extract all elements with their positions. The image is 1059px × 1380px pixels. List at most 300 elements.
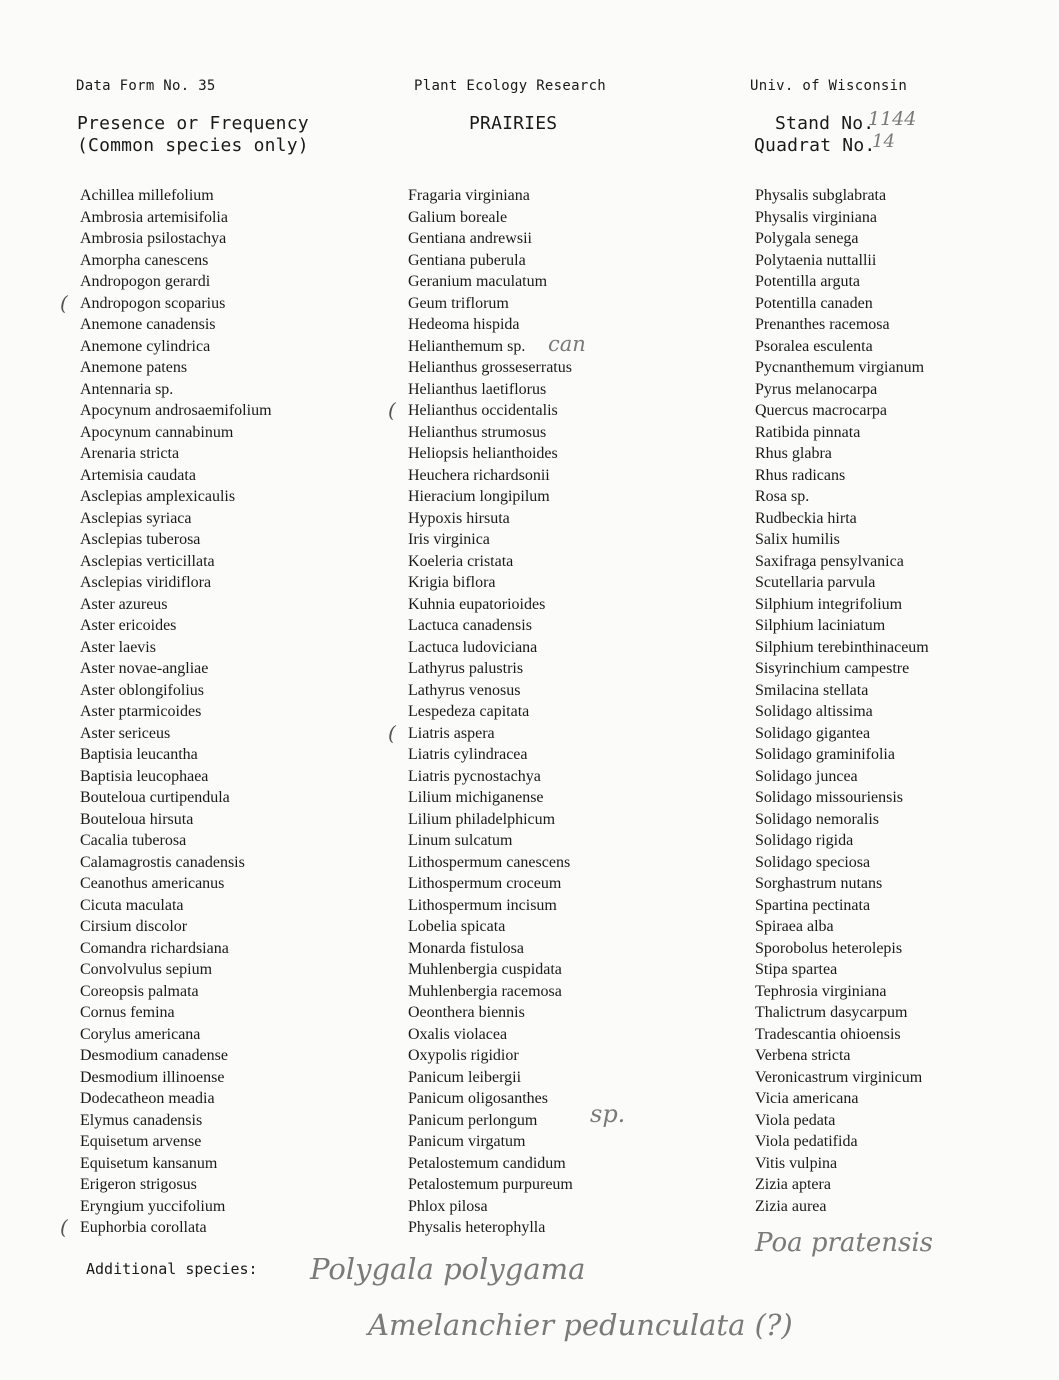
species-name: Salix humilis bbox=[755, 531, 840, 548]
species-item bbox=[80, 809, 272, 831]
species-item bbox=[80, 1045, 272, 1067]
species-name: Aster ericoides bbox=[80, 617, 177, 634]
additional-species-label: Additional species: bbox=[86, 1260, 258, 1278]
species-name: Anemone patens bbox=[80, 359, 188, 376]
species-name: Gentiana andrewsii bbox=[408, 230, 532, 247]
species-item bbox=[408, 422, 573, 444]
species-item bbox=[80, 572, 272, 594]
species-item bbox=[80, 422, 272, 444]
species-name: Sporobolus heterolepis bbox=[755, 939, 903, 957]
species-name: Liatris aspera bbox=[408, 724, 495, 742]
species-name: Asclepias verticillata bbox=[80, 552, 215, 570]
species-name: Rhus radicans bbox=[755, 466, 846, 484]
species-item bbox=[408, 787, 573, 809]
species-item bbox=[408, 185, 573, 207]
species-item bbox=[80, 400, 272, 422]
species-item bbox=[60, 290, 272, 315]
species-item bbox=[80, 1067, 272, 1089]
species-name: Liatris cylindracea bbox=[408, 746, 528, 763]
species-name: Baptisia leucophaea bbox=[80, 767, 209, 785]
species-item bbox=[408, 465, 573, 487]
species-item bbox=[408, 443, 573, 465]
species-item bbox=[755, 1045, 929, 1067]
species-item bbox=[408, 615, 573, 637]
species-item bbox=[80, 594, 272, 616]
species-item bbox=[80, 443, 272, 465]
species-item bbox=[408, 228, 573, 250]
species-item bbox=[755, 508, 929, 530]
species-name: Solidago graminifolia bbox=[755, 746, 895, 763]
species-item bbox=[80, 529, 272, 551]
species-name: Krigia biflora bbox=[408, 574, 496, 591]
species-item bbox=[80, 1002, 272, 1024]
species-item bbox=[755, 379, 929, 401]
species-name: Desmodium canadense bbox=[80, 1047, 228, 1064]
species-item bbox=[80, 1174, 272, 1196]
species-item bbox=[408, 594, 573, 616]
species-item bbox=[80, 766, 272, 788]
species-name: Desmodium illinoense bbox=[80, 1068, 225, 1086]
species-item bbox=[80, 508, 272, 530]
species-name: Lithospermum incisum bbox=[408, 896, 557, 914]
species-name: Liatris pycnostachya bbox=[408, 767, 541, 785]
species-name: Lactuca ludoviciana bbox=[408, 638, 538, 656]
species-item bbox=[408, 1174, 573, 1196]
species-item bbox=[80, 207, 272, 229]
species-name: Lobelia spicata bbox=[408, 918, 506, 935]
species-item bbox=[408, 895, 573, 917]
species-name: Oxalis violacea bbox=[408, 1025, 508, 1043]
species-name: Helianthus occidentalis bbox=[408, 402, 558, 419]
species-item bbox=[408, 357, 573, 379]
species-name: Lithospermum canescens bbox=[408, 853, 571, 871]
species-item bbox=[755, 1088, 929, 1110]
species-name: Panicum leibergii bbox=[408, 1068, 522, 1086]
species-item bbox=[80, 1131, 272, 1153]
species-name: Helianthus laetiflorus bbox=[408, 380, 547, 398]
species-name: Tephrosia virginiana bbox=[755, 982, 887, 1000]
species-name: Stipa spartea bbox=[755, 961, 838, 978]
handwritten-note-helianthemum: can bbox=[548, 332, 586, 356]
species-item bbox=[80, 551, 272, 573]
species-item bbox=[408, 1196, 573, 1218]
species-item bbox=[755, 1110, 929, 1132]
species-name: Hedeoma hispida bbox=[408, 316, 520, 333]
species-name: Potentilla arguta bbox=[755, 273, 861, 290]
species-name: Rhus glabra bbox=[755, 445, 832, 462]
species-name: Lilium michiganense bbox=[408, 789, 544, 806]
section-title: PRAIRIES bbox=[469, 113, 558, 134]
species-name: Spiraea alba bbox=[755, 918, 834, 935]
species-item bbox=[755, 1024, 929, 1046]
species-name: Corylus americana bbox=[80, 1025, 201, 1043]
species-name: Iris virginica bbox=[408, 531, 490, 548]
species-name: Achillea millefolium bbox=[80, 187, 214, 204]
species-name: Lathyrus palustris bbox=[408, 660, 524, 677]
species-item bbox=[755, 615, 929, 637]
species-name: Solidago juncea bbox=[755, 767, 858, 785]
species-name: Aster sericeus bbox=[80, 724, 171, 742]
species-item bbox=[80, 314, 272, 336]
species-name: Ceanothus americanus bbox=[80, 875, 225, 892]
species-name: Lactuca canadensis bbox=[408, 617, 532, 634]
species-column-3 bbox=[755, 185, 929, 1217]
species-name: Hypoxis hirsuta bbox=[408, 509, 510, 527]
species-name: Zizia aptera bbox=[755, 1176, 831, 1193]
species-name: Artemisia caudata bbox=[80, 466, 196, 484]
handwritten-note-panicum: sp. bbox=[590, 1100, 626, 1128]
species-name: Fragaria virginiana bbox=[408, 187, 530, 204]
species-name: Apocynum androsaemifolium bbox=[80, 402, 272, 419]
species-name: Thalictrum dasycarpum bbox=[755, 1004, 908, 1021]
species-item bbox=[755, 1002, 929, 1024]
species-name: Helianthus strumosus bbox=[408, 423, 547, 441]
species-item bbox=[80, 185, 272, 207]
species-item bbox=[80, 701, 272, 723]
species-name: Scutellaria parvula bbox=[755, 574, 876, 591]
species-name: Polygala senega bbox=[755, 230, 859, 247]
species-name: Andropogon scoparius bbox=[80, 294, 226, 312]
species-item bbox=[755, 938, 929, 960]
species-name: Antennaria sp. bbox=[80, 380, 174, 398]
species-name: Vicia americana bbox=[755, 1090, 859, 1107]
species-item bbox=[80, 228, 272, 250]
species-item bbox=[755, 637, 929, 659]
species-name: Prenanthes racemosa bbox=[755, 316, 890, 333]
species-name: Silphium terebinthinaceum bbox=[755, 638, 929, 656]
species-item bbox=[408, 1067, 573, 1089]
form-title-line2: (Common species only) bbox=[77, 135, 309, 156]
species-item bbox=[755, 422, 929, 444]
species-item bbox=[755, 1174, 929, 1196]
species-name: Heliopsis helianthoides bbox=[408, 445, 558, 462]
species-item bbox=[80, 615, 272, 637]
species-item bbox=[388, 398, 573, 422]
check-mark-icon: ( bbox=[60, 1215, 68, 1239]
form-title-line1: Presence or Frequency bbox=[77, 113, 309, 134]
species-name: Aster oblongifolius bbox=[80, 681, 204, 699]
species-item bbox=[408, 379, 573, 401]
species-item bbox=[755, 809, 929, 831]
species-item bbox=[80, 250, 272, 272]
species-name: Panicum oligosanthes bbox=[408, 1090, 548, 1107]
species-name: Geum triflorum bbox=[408, 294, 509, 312]
species-item bbox=[755, 723, 929, 745]
species-name: Zizia aurea bbox=[755, 1197, 827, 1215]
form-number: Data Form No. 35 bbox=[76, 78, 216, 94]
species-item bbox=[755, 185, 929, 207]
species-name: Equisetum kansanum bbox=[80, 1154, 218, 1172]
species-item bbox=[408, 658, 573, 680]
species-item bbox=[80, 895, 272, 917]
species-item bbox=[80, 981, 272, 1003]
species-name: Helianthus grosseserratus bbox=[408, 359, 572, 376]
species-name: Physalis subglabrata bbox=[755, 187, 887, 204]
species-item bbox=[755, 529, 929, 551]
species-name: Arenaria stricta bbox=[80, 445, 180, 462]
species-name: Andropogon gerardi bbox=[80, 273, 211, 290]
species-item bbox=[755, 443, 929, 465]
species-item bbox=[755, 701, 929, 723]
species-name: Coreopsis palmata bbox=[80, 982, 199, 1000]
species-name: Galium boreale bbox=[408, 208, 508, 226]
species-item bbox=[755, 465, 929, 487]
species-item bbox=[755, 207, 929, 229]
species-name: Physalis heterophylla bbox=[408, 1219, 546, 1236]
species-item bbox=[408, 293, 573, 315]
stand-number-label: Stand No. bbox=[775, 113, 875, 134]
species-name: Bouteloua curtipendula bbox=[80, 789, 230, 806]
species-item bbox=[408, 486, 573, 508]
species-item bbox=[755, 895, 929, 917]
species-name: Lespedeza capitata bbox=[408, 703, 530, 720]
species-name: Equisetum arvense bbox=[80, 1133, 202, 1150]
species-item bbox=[755, 400, 929, 422]
species-name: Convolvulus sepium bbox=[80, 961, 213, 978]
species-name: Panicum virgatum bbox=[408, 1133, 526, 1150]
species-name: Psoralea esculenta bbox=[755, 337, 873, 355]
species-item bbox=[755, 551, 929, 573]
species-name: Helianthemum sp. bbox=[408, 337, 526, 355]
species-name: Gentiana puberula bbox=[408, 251, 526, 269]
species-item bbox=[80, 637, 272, 659]
species-item bbox=[80, 658, 272, 680]
species-item bbox=[80, 465, 272, 487]
species-name: Aster ptarmicoides bbox=[80, 703, 202, 720]
species-item bbox=[755, 981, 929, 1003]
species-item bbox=[755, 658, 929, 680]
species-item bbox=[80, 379, 272, 401]
species-name: Aster novae-angliae bbox=[80, 660, 209, 677]
species-item bbox=[408, 938, 573, 960]
species-item bbox=[755, 680, 929, 702]
species-item bbox=[80, 271, 272, 293]
species-item bbox=[80, 1110, 272, 1132]
species-name: Phlox pilosa bbox=[408, 1197, 488, 1215]
handwritten-additional-species-1: Polygala polygama bbox=[310, 1252, 586, 1286]
species-name: Vitis vulpina bbox=[755, 1154, 838, 1172]
species-item bbox=[755, 916, 929, 938]
species-name: Kuhnia eupatorioides bbox=[408, 595, 546, 613]
species-item bbox=[408, 916, 573, 938]
species-name: Asclepias viridiflora bbox=[80, 574, 212, 591]
species-item bbox=[755, 250, 929, 272]
species-name: Oeonthera biennis bbox=[408, 1004, 525, 1021]
handwritten-additional-species-2: Amelanchier pedunculata (?) bbox=[368, 1308, 793, 1342]
species-name: Calamagrostis canadensis bbox=[80, 853, 245, 871]
species-item bbox=[408, 981, 573, 1003]
species-item bbox=[408, 852, 573, 874]
species-item bbox=[408, 637, 573, 659]
species-name: Aster laevis bbox=[80, 638, 156, 656]
species-item bbox=[80, 787, 272, 809]
species-name: Eryngium yuccifolium bbox=[80, 1197, 226, 1215]
species-name: Physalis virginiana bbox=[755, 208, 877, 226]
quadrat-number-value: 14 bbox=[872, 131, 895, 152]
species-name: Asclepias syriaca bbox=[80, 509, 192, 527]
species-item bbox=[755, 271, 929, 293]
species-name: Silphium laciniatum bbox=[755, 617, 886, 634]
species-item bbox=[80, 959, 272, 981]
species-item bbox=[755, 744, 929, 766]
species-name: Aster azureus bbox=[80, 595, 168, 613]
species-name: Ambrosia psilostachya bbox=[80, 230, 227, 247]
species-name: Anemone cylindrica bbox=[80, 337, 211, 355]
species-item bbox=[755, 357, 929, 379]
species-item bbox=[755, 336, 929, 358]
species-name: Erigeron strigosus bbox=[80, 1176, 197, 1193]
species-name: Viola pedata bbox=[755, 1111, 836, 1129]
species-item bbox=[408, 1217, 573, 1239]
species-item bbox=[408, 1110, 573, 1132]
species-item bbox=[80, 744, 272, 766]
species-name: Polytaenia nuttallii bbox=[755, 251, 877, 269]
quadrat-number-label: Quadrat No. bbox=[754, 135, 876, 156]
species-item bbox=[60, 1215, 272, 1239]
species-name: Rosa sp. bbox=[755, 488, 810, 505]
species-item bbox=[80, 680, 272, 702]
species-item bbox=[388, 720, 573, 745]
species-name: Bouteloua hirsuta bbox=[80, 810, 194, 828]
species-name: Petalostemum candidum bbox=[408, 1154, 566, 1172]
species-item bbox=[755, 486, 929, 508]
species-name: Elymus canadensis bbox=[80, 1111, 203, 1129]
species-item bbox=[755, 1196, 929, 1218]
species-name: Saxifraga pensylvanica bbox=[755, 552, 904, 570]
species-item bbox=[408, 271, 573, 293]
species-item bbox=[408, 873, 573, 895]
species-name: Solidago nemoralis bbox=[755, 810, 879, 828]
species-name: Apocynum cannabinum bbox=[80, 423, 234, 441]
species-item bbox=[80, 873, 272, 895]
species-item bbox=[408, 830, 573, 852]
species-name: Oxypolis rigidior bbox=[408, 1047, 519, 1064]
species-name: Petalostemum purpureum bbox=[408, 1176, 573, 1193]
species-item bbox=[755, 228, 929, 250]
species-name: Lithospermum croceum bbox=[408, 875, 562, 892]
species-item bbox=[80, 1088, 272, 1110]
species-item bbox=[408, 766, 573, 788]
species-item bbox=[755, 572, 929, 594]
species-item bbox=[755, 787, 929, 809]
species-name: Solidago speciosa bbox=[755, 853, 871, 871]
species-name: Silphium integrifolium bbox=[755, 595, 903, 613]
university: Univ. of Wisconsin bbox=[750, 78, 908, 94]
handwritten-additional-species-3: Poa pratensis bbox=[755, 1228, 934, 1258]
species-name: Hieracium longipilum bbox=[408, 488, 550, 505]
species-item bbox=[755, 830, 929, 852]
species-name: Ratibida pinnata bbox=[755, 423, 861, 441]
species-name: Monarda fistulosa bbox=[408, 939, 524, 957]
species-name: Euphorbia corollata bbox=[80, 1219, 207, 1236]
species-name: Linum sulcatum bbox=[408, 832, 513, 849]
species-item bbox=[755, 1131, 929, 1153]
species-item bbox=[408, 959, 573, 981]
species-item bbox=[80, 830, 272, 852]
species-name: Ambrosia artemisifolia bbox=[80, 208, 228, 226]
species-item bbox=[755, 1067, 929, 1089]
species-item bbox=[80, 723, 272, 745]
species-name: Panicum perlongum bbox=[408, 1111, 538, 1129]
species-item bbox=[755, 1153, 929, 1175]
species-name: Solidago missouriensis bbox=[755, 789, 904, 806]
species-item bbox=[80, 916, 272, 938]
species-name: Verbena stricta bbox=[755, 1047, 851, 1064]
species-name: Koeleria cristata bbox=[408, 552, 514, 570]
species-name: Heuchera richardsonii bbox=[408, 466, 550, 484]
species-name: Solidago altissima bbox=[755, 703, 873, 720]
species-item bbox=[408, 680, 573, 702]
species-item bbox=[80, 1024, 272, 1046]
species-name: Solidago gigantea bbox=[755, 724, 871, 742]
species-name: Lathyrus venosus bbox=[408, 681, 521, 699]
species-item bbox=[408, 1002, 573, 1024]
species-name: Baptisia leucantha bbox=[80, 746, 198, 763]
species-item bbox=[755, 314, 929, 336]
species-name: Asclepias amplexicaulis bbox=[80, 488, 236, 505]
species-item bbox=[408, 572, 573, 594]
stand-number-value: 1144 bbox=[868, 108, 917, 130]
species-item bbox=[408, 1024, 573, 1046]
species-item bbox=[408, 207, 573, 229]
species-item bbox=[755, 594, 929, 616]
species-item bbox=[408, 508, 573, 530]
species-name: Amorpha canescens bbox=[80, 251, 209, 269]
species-item bbox=[80, 1153, 272, 1175]
check-mark-icon: ( bbox=[388, 398, 396, 422]
check-mark-icon: ( bbox=[60, 290, 68, 315]
species-item bbox=[755, 873, 929, 895]
species-name: Sisyrinchium campestre bbox=[755, 660, 910, 677]
species-name: Pyrus melanocarpa bbox=[755, 380, 878, 398]
species-name: Lilium philadelphicum bbox=[408, 810, 556, 828]
species-item bbox=[408, 1088, 573, 1110]
check-mark-icon: ( bbox=[388, 720, 396, 745]
species-name: Asclepias tuberosa bbox=[80, 531, 201, 548]
species-item bbox=[408, 551, 573, 573]
species-column-1 bbox=[60, 185, 272, 1239]
species-name: Muhlenbergia cuspidata bbox=[408, 961, 562, 978]
species-name: Sorghastrum nutans bbox=[755, 875, 883, 892]
species-name: Quercus macrocarpa bbox=[755, 402, 887, 419]
species-name: Rudbeckia hirta bbox=[755, 509, 857, 527]
species-name: Veronicastrum virginicum bbox=[755, 1068, 923, 1086]
species-item bbox=[408, 744, 573, 766]
species-name: Cacalia tuberosa bbox=[80, 832, 187, 849]
species-name: Potentilla canaden bbox=[755, 294, 873, 312]
species-name: Tradescantia ohioensis bbox=[755, 1025, 901, 1043]
species-item bbox=[80, 486, 272, 508]
species-name: Viola pedatifida bbox=[755, 1133, 858, 1150]
species-item bbox=[408, 1153, 573, 1175]
species-name: Muhlenbergia racemosa bbox=[408, 982, 562, 1000]
species-name: Dodecatheon meadia bbox=[80, 1090, 215, 1107]
species-item bbox=[755, 852, 929, 874]
organization: Plant Ecology Research bbox=[414, 78, 607, 94]
species-name: Cicuta maculata bbox=[80, 896, 184, 914]
species-item bbox=[80, 336, 272, 358]
species-name: Comandra richardsiana bbox=[80, 939, 229, 957]
species-name: Anemone canadensis bbox=[80, 316, 216, 333]
species-name: Pycnanthemum virgianum bbox=[755, 359, 925, 376]
species-name: Smilacina stellata bbox=[755, 681, 869, 699]
species-name: Geranium maculatum bbox=[408, 273, 548, 290]
species-item bbox=[80, 852, 272, 874]
species-item bbox=[408, 529, 573, 551]
species-name: Solidago rigida bbox=[755, 832, 854, 849]
species-name: Cornus femina bbox=[80, 1004, 175, 1021]
species-item bbox=[80, 1196, 272, 1218]
